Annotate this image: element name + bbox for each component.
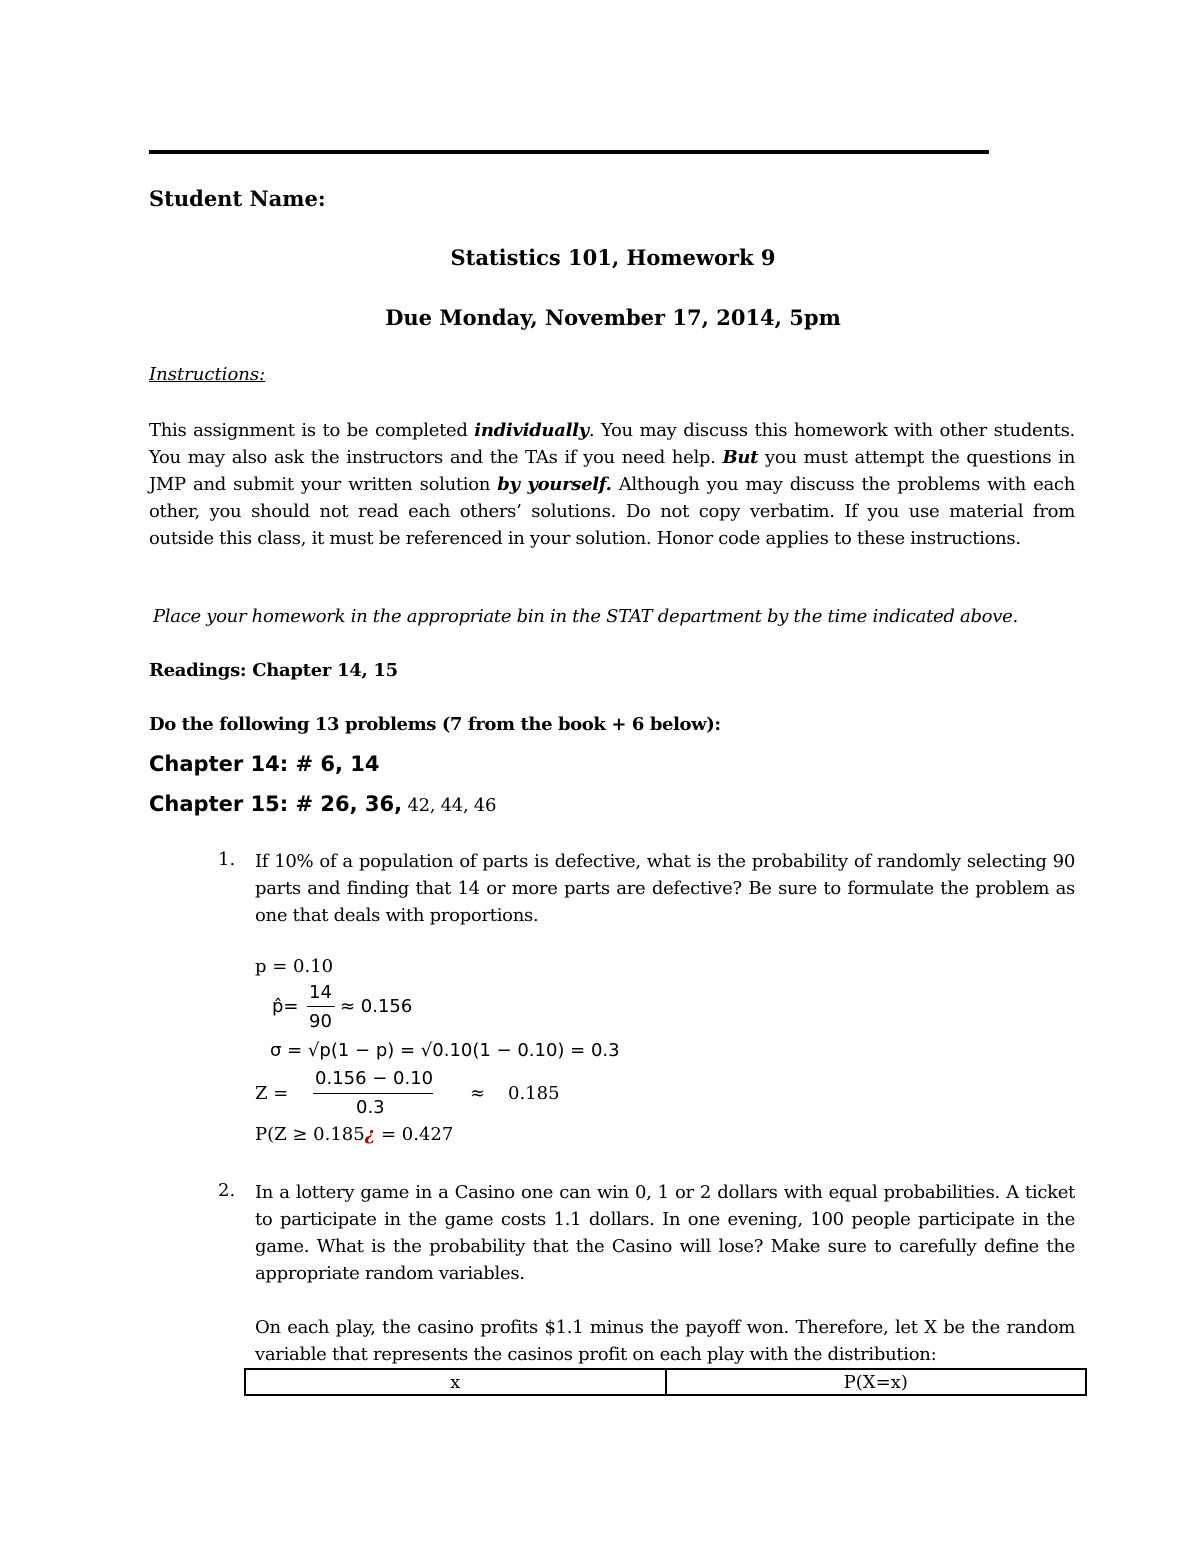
z-label: Z = — [255, 1083, 289, 1104]
phat-denominator: 90 — [309, 1011, 332, 1032]
instructions-text-1: This assignment is to be completed — [149, 420, 475, 441]
emphasis-by-yourself: by yourself. — [497, 474, 612, 495]
phat-numerator: 14 — [309, 982, 332, 1003]
readings: Readings: Chapter 14, 15 — [149, 660, 398, 681]
probability-left: P(Z ≥ 0.185 — [255, 1124, 365, 1145]
student-name-label: Student Name: — [149, 186, 326, 211]
submission-note: Place your homework in the appropriate bin in the STAT department by the time indicated above. — [153, 606, 1018, 627]
z-fraction-bar — [313, 1093, 433, 1094]
sigma-formula: σ = √p(1 − p) = √0.10(1 − 0.10) = 0.3 — [270, 1040, 620, 1061]
table-header-x: x — [245, 1369, 666, 1395]
distribution-table — [244, 1368, 1087, 1396]
instructions-paragraph — [149, 417, 1075, 552]
z-numerator: 0.156 − 0.10 — [315, 1068, 434, 1089]
instructions-text-3: you must attempt the questions in JMP and submit your written solution — [149, 447, 1075, 495]
problem-count: Do the following 13 problems (7 from the book + 6 below): — [149, 714, 721, 735]
emphasis-but: But — [722, 447, 759, 468]
phat-lhs: p̂= — [272, 996, 299, 1017]
table-header-row — [245, 1369, 1086, 1395]
problem-1-number: 1. — [218, 849, 236, 870]
problem-2-number: 2. — [218, 1180, 236, 1201]
chapter-15-rest: 42, 44, 46 — [402, 795, 497, 816]
instructions-label: Instructions: — [149, 364, 266, 385]
due-date: Due Monday, November 17, 2014, 5pm — [385, 305, 841, 330]
emphasis-individually: individually — [474, 420, 589, 441]
instructions-text-4: Although you may discuss the problems with each other, you should not read each others’ solutions. Do not copy verbatim. If you use material from outside this class, it must be referenced in your solution. Honor code applies to these instructions. — [149, 474, 1075, 549]
probability-glyph: ¿ — [364, 1124, 376, 1145]
problem-2-text: In a lottery game in a Casino one can win 0, 1 or 2 dollars with equal probabilities. A ticket to participate in the game costs 1.1 dollars. In one evening, 100 people participate in the game. What is the probability that the Casino will lose? Make sure to carefully define the appropriate random variables. — [255, 1182, 1075, 1284]
table-header-probability: P(X=x) — [666, 1369, 1087, 1395]
instructions-text-2: . You may discuss this homework with other students. You may also ask the instructors and the TAs if you need help. — [149, 420, 1075, 468]
z-denominator: 0.3 — [356, 1097, 385, 1118]
chapter-15-bold: Chapter 15: # 26, 36, — [149, 792, 403, 816]
p-value-line: p = 0.10 — [255, 956, 334, 977]
top-rule — [149, 150, 989, 154]
probability-result — [255, 1124, 453, 1145]
phat-approx: ≈ 0.156 — [340, 996, 413, 1017]
probability-right: = 0.427 — [375, 1124, 454, 1145]
chapter-15-problems — [149, 792, 496, 816]
z-approx-symbol: ≈ — [470, 1083, 486, 1104]
homework-title: Statistics 101, Homework 9 — [450, 245, 776, 270]
problem-1-text: If 10% of a population of parts is defective, what is the probability of randomly selecting 90 parts and finding that 14 or more parts are defective? Be sure to formulate the problem as one that deals with proportions. — [255, 851, 1075, 926]
z-value: 0.185 — [508, 1083, 560, 1104]
chapter-14-problems: Chapter 14: # 6, 14 — [149, 752, 380, 776]
phat-fraction-bar — [307, 1006, 335, 1007]
problem-2-answer: On each play, the casino profits $1.1 minus the payoff won. Therefore, let X be the random variable that represents the casinos profit on each play with the distribution: — [255, 1317, 1075, 1365]
